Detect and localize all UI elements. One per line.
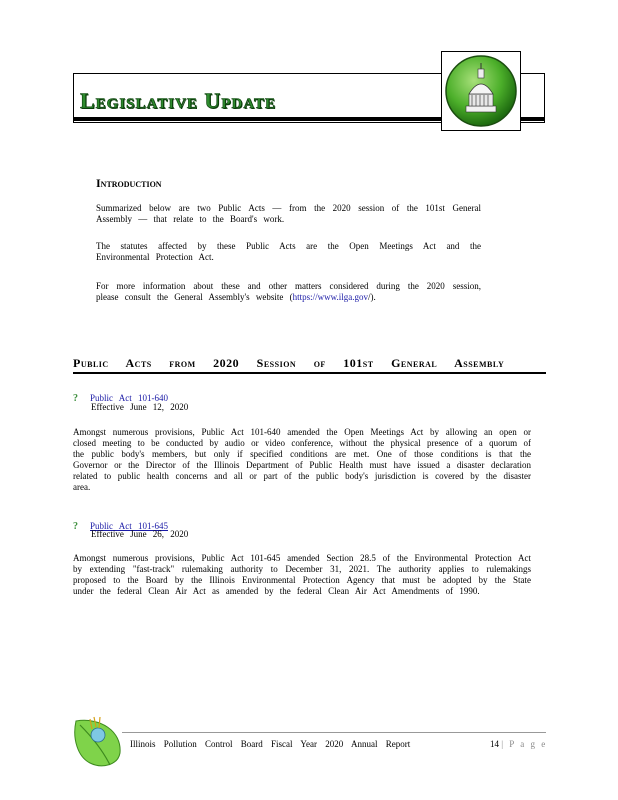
bullet-icon: ? xyxy=(73,521,78,532)
page-title: Legislative Update xyxy=(80,88,277,113)
acts-section-heading: Public Acts from 2020 Session of 101st General Assembly xyxy=(73,356,505,370)
act-effective-date: Effective June 26, 2020 xyxy=(91,529,189,539)
logo-frame xyxy=(441,51,521,131)
footer-report-title: Illinois Pollution Control Board Fiscal Year 2020 Annual Report xyxy=(130,739,411,749)
acts-section-rule xyxy=(73,372,546,374)
intro-paragraph-3-end: /). xyxy=(368,292,376,302)
ilga-link[interactable]: https://www.ilga.gov xyxy=(292,292,368,302)
bullet-icon: ? xyxy=(73,393,78,404)
page-number xyxy=(490,739,547,749)
act-title-link[interactable]: Public Act 101-645 xyxy=(90,521,168,531)
intro-paragraph-3-text: For more information about these and other matters considered during the 2020 session, please consult the General Assembly's website ( xyxy=(96,281,481,302)
act-summary-2: Amongst numerous provisions, Public Act 101-645 amended Section 28.5 of the Environmental Protection Act by extending "fast-track" rulemaking authority to December 31, 2021. The authority applies to rulemakings proposed to the Board by the Illinois Environmental Protection Agency that must be adopted by the State under the federal Clean Air Act as amended by the federal Clean Air Act Amendments of 1990. xyxy=(73,553,531,596)
leaf-logo-icon xyxy=(70,713,128,771)
capitol-dome-icon xyxy=(442,52,520,130)
intro-heading: Introduction xyxy=(96,176,162,190)
act-effective-date: Effective June 12, 2020 xyxy=(91,402,189,412)
intro-paragraph-3 xyxy=(96,281,481,303)
page-label: | P a g e xyxy=(501,739,548,749)
act-title-link[interactable]: Public Act 101-640 xyxy=(90,393,168,403)
page-number-value: 14 xyxy=(490,739,499,749)
intro-paragraph-2: The statutes affected by these Public Acts are the Open Meetings Act and the Environmental Protection Act. xyxy=(96,241,481,262)
intro-paragraph-1: Summarized below are two Public Acts — from the 2020 session of the 101st General Assembly — that relate to the Board's work. xyxy=(96,203,481,224)
footer-rule xyxy=(122,732,546,733)
act-summary-1: Amongst numerous provisions, Public Act 101-640 amended the Open Meetings Act by allowing an open or closed meeting to be conducted by audio or video conference, without the physical presence of a quorum of the public body's members, but only if specified conditions are met. One of those conditions is that the Governor or the Director of the Illinois Department of Public Health must have issued a disaster declaration related to public health concerns and all or part of the public body's jurisdiction is covered by the disaster area. xyxy=(73,427,531,492)
